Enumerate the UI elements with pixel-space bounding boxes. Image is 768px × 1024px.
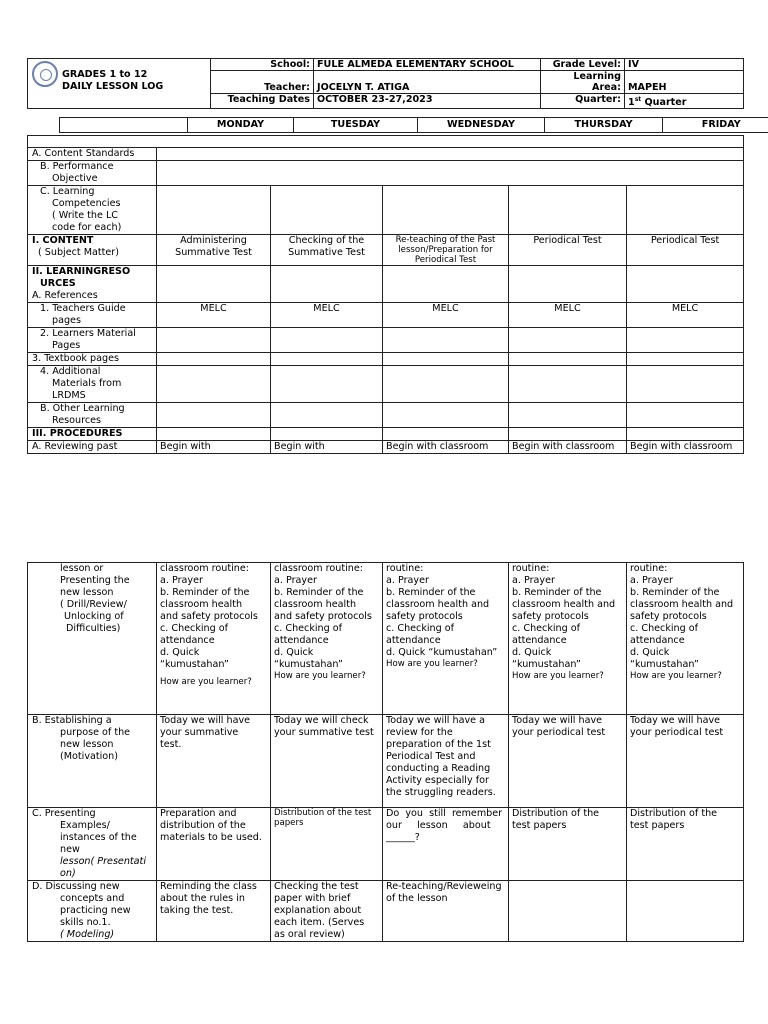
p2-row-a-label: lesson or Presenting the new lesson ( Drill/Review/ Unlocking of Difficulties) [28, 563, 157, 715]
day-tuesday: TUESDAY [294, 118, 418, 133]
row-content: I. CONTENT ( Subject Matter) [28, 235, 157, 266]
review-friday: Begin with classroom [627, 441, 744, 454]
p2-b-thursday: Today we will have your periodical test [509, 715, 627, 808]
p2-d-thursday [509, 881, 627, 942]
tg-monday: MELC [157, 303, 271, 328]
teacher-label-cell [211, 71, 314, 94]
p2-d-tuesday: Checking the test paper with brief explanation about each item. (Serves as oral review) [271, 881, 383, 942]
teacher-value: JOCELYN T. ATIGA [317, 82, 410, 93]
p2-d-wednesday: Re-teaching/Revieweing of the lesson [383, 881, 509, 942]
p2-d-monday: Reminding the class about the rules in taking the test. [157, 881, 271, 942]
dates-label: Teaching Dates [211, 94, 314, 109]
p2-c-tuesday: Distribution of the test papers [271, 808, 383, 881]
area-value: MAPEH [625, 82, 744, 94]
row-learners-material: 2. Learners Material Pages [28, 328, 157, 353]
review-thursday: Begin with classroom [509, 441, 627, 454]
quarter-value: 1st Quarter [625, 94, 744, 109]
review-monday: Begin with [157, 441, 271, 454]
p2-a-tuesday: classroom routine: a. Prayer b. Reminder of the classroom health and safety protocols c. Checking of attendance d. Quick “kumustahan” How are you learner? [271, 563, 383, 715]
row-content-standards: A. Content Standards [28, 148, 157, 161]
content-tuesday: Checking of the Summative Test [271, 235, 383, 266]
day-friday: FRIDAY [663, 118, 768, 133]
lesson-table-page2 [27, 562, 744, 942]
area-label1: Learning [541, 71, 625, 83]
day-wednesday: WEDNESDAY [418, 118, 545, 133]
school-label: School: [211, 59, 314, 71]
school-value: FULE ALMEDA ELEMENTARY SCHOOL [314, 59, 541, 71]
p2-a-friday: routine: a. Prayer b. Reminder of the classroom health and safety protocols c. Checking of attendance d. Quick “kumustahan” How are you learner? [627, 563, 744, 715]
row-reviewing: A. Reviewing past [28, 441, 157, 454]
grade-label: Grade Level: [541, 59, 625, 71]
p2-c-friday: Distribution of the test papers [627, 808, 744, 881]
days-header [59, 117, 768, 133]
tg-wednesday: MELC [383, 303, 509, 328]
lesson-table-page1 [27, 135, 744, 454]
p2-c-wednesday: Do you still remember our lesson about ______? [383, 808, 509, 881]
review-wednesday: Begin with classroom [383, 441, 509, 454]
area-label2: Area: [541, 82, 625, 94]
review-tuesday: Begin with [271, 441, 383, 454]
content-wednesday: Re-teaching of the Past lesson/Preparation for Periodical Test [383, 235, 509, 266]
content-friday: Periodical Test [627, 235, 744, 266]
p2-a-thursday: routine: a. Prayer b. Reminder of the classroom health and safety protocols c. Checking of attendance d. Quick “kumustahan” How are you learner? [509, 563, 627, 715]
row-competencies: C. Learning Competencies ( Write the LC code for each) [28, 186, 157, 235]
dates-value: OCTOBER 23-27,2023 [314, 94, 541, 109]
row-teachers-guide: 1. Teachers Guide pages [28, 303, 157, 328]
p2-c-monday: Preparation and distribution of the materials to be used. [157, 808, 271, 881]
tg-friday: MELC [627, 303, 744, 328]
header-logo-cell [28, 59, 211, 109]
header-title-line1: GRADES 1 to 12 [62, 69, 148, 80]
content-thursday: Periodical Test [509, 235, 627, 266]
teacher-label: Teacher: [264, 82, 310, 93]
row-additional: 4. Additional Materials from LRDMS [28, 366, 157, 403]
row-procedures: III. PROCEDURES [28, 428, 157, 441]
p2-row-c-label: C. Presenting Examples/ instances of the new lesson( Presentati on) [28, 808, 157, 881]
teacher-value-cell [314, 71, 541, 94]
p2-a-wednesday: routine: a. Prayer b. Reminder of the classroom health and safety protocols c. Checking of attendance d. Quick “kumustahan” How are you learner? [383, 563, 509, 715]
p2-row-d-label: D. Discussing new concepts and practicing new skills no.1. ( Modeling) [28, 881, 157, 942]
content-monday: Administering Summative Test [157, 235, 271, 266]
header-table [27, 58, 744, 109]
grade-value: IV [625, 59, 744, 71]
tg-tuesday: MELC [271, 303, 383, 328]
tg-thursday: MELC [509, 303, 627, 328]
row-resources: II. LEARNINGRESO URCES A. References [28, 266, 157, 303]
p2-b-friday: Today we will have your periodical test [627, 715, 744, 808]
p2-a-monday: classroom routine: a. Prayer b. Reminder of the classroom health and safety protocols c. Checking of attendance d. Quick “kumustahan” How are you learner? [157, 563, 271, 715]
row-other-resources: B. Other Learning Resources [28, 403, 157, 428]
p2-row-b-label: B. Establishing a purpose of the new lesson (Motivation) [28, 715, 157, 808]
deped-seal-icon [32, 61, 58, 87]
quarter-label: Quarter: [541, 94, 625, 109]
p2-c-thursday: Distribution of the test papers [509, 808, 627, 881]
p2-d-friday [627, 881, 744, 942]
p2-b-wednesday: Today we will have a review for the preparation of the 1st Periodical Test and conducting a Reading Activity especially for the struggling readers. [383, 715, 509, 808]
p2-b-monday: Today we will have your summative test. [157, 715, 271, 808]
header-title-line2: DAILY LESSON LOG [62, 81, 164, 92]
row-textbook: 3. Textbook pages [28, 353, 157, 366]
p2-b-tuesday: Today we will check your summative test [271, 715, 383, 808]
row-performance: B. Performance Objective [28, 161, 157, 186]
day-monday: MONDAY [188, 118, 294, 133]
day-thursday: THURSDAY [545, 118, 663, 133]
